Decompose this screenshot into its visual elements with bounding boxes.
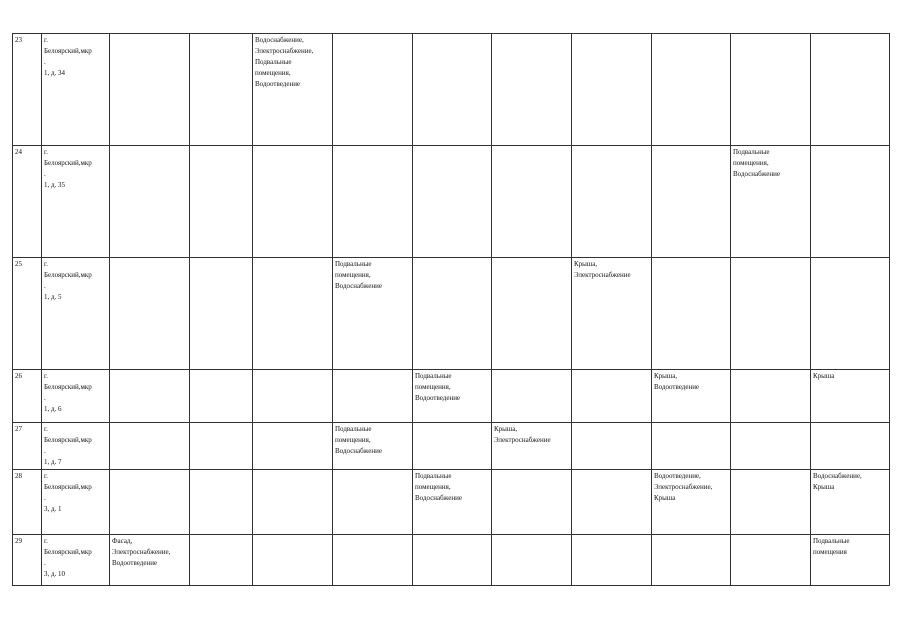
work-cell [190,423,253,470]
work-cell [572,423,652,470]
table-row [13,423,890,470]
row-number-cell: 27 [13,423,42,470]
address-line: г. [44,36,48,44]
work-line: Подвальные [335,260,372,268]
table-row [13,146,890,258]
address-line: Белоярский,мкр [44,383,92,391]
work-line: Подвальные [335,425,372,433]
address-line: 1, д. 6 [44,405,62,413]
work-line: Водоотведение [255,80,301,88]
work-line: Подвальные [415,372,452,380]
work-line: Крыша, [654,372,678,380]
address-line: 1, д. 7 [44,458,62,466]
address-line: г. [44,148,48,156]
work-cell [110,146,190,258]
address-cell [42,258,110,370]
work-line: Водоснабжение [415,494,463,502]
address-line: Белоярский,мкр [44,548,92,556]
address-cell [42,470,110,535]
address-line: Белоярский,мкр [44,47,92,55]
work-cell [110,370,190,423]
address-line: Белоярский,мкр [44,436,92,444]
work-cell [731,258,811,370]
work-cell [652,423,731,470]
work-cell [811,258,890,370]
work-cell [333,470,413,535]
work-cell [811,423,890,470]
work-cell [492,423,572,470]
work-cell [652,34,731,146]
address-line: . [44,282,46,290]
row-number-cell: 28 [13,470,42,535]
address-line: . [44,559,46,567]
address-line: . [44,394,46,402]
address-line: 1, д. 35 [44,181,66,189]
work-cell [731,535,811,586]
work-cell [652,258,731,370]
work-cell [253,146,333,258]
address-line: Белоярский,мкр [44,159,92,167]
work-cell [492,535,572,586]
work-line: Водоснабжение [733,170,781,178]
work-cell [811,535,890,586]
work-cell [731,34,811,146]
work-cell [253,370,333,423]
table-row [13,470,890,535]
work-cell [110,535,190,586]
work-line: Водоотведение [112,559,158,567]
work-cell [492,258,572,370]
address-cell [42,370,110,423]
work-line: Электроснабжение, [255,47,314,55]
work-cell [811,146,890,258]
work-line: Электроснабжение [574,271,631,279]
work-cell [413,370,492,423]
address-line: 1, д. 5 [44,293,62,301]
work-cell [811,470,890,535]
address-line: . [44,447,46,455]
work-cell [492,146,572,258]
work-line: Крыша, [494,425,518,433]
address-line: г. [44,425,48,433]
address-line: Белоярский,мкр [44,483,92,491]
work-cell [413,146,492,258]
address-line: . [44,494,46,502]
address-line: г. [44,260,48,268]
work-cell [333,34,413,146]
work-line: Водоотведение [415,394,461,402]
table-row [13,34,890,146]
work-cell [572,370,652,423]
work-line: Водоснабжение, [255,36,304,44]
work-cell [253,423,333,470]
work-cell [413,423,492,470]
work-line: Подвальные [255,58,292,66]
work-line: Подвальные [813,537,850,545]
address-line: . [44,58,46,66]
row-number-cell: 26 [13,370,42,423]
work-line: Крыша [654,494,676,502]
work-line: Электроснабжение [494,436,551,444]
work-line: Электроснабжение, [112,548,171,556]
work-line: Водоснабжение [335,282,383,290]
work-cell [333,423,413,470]
work-cell [572,34,652,146]
address-line: г. [44,372,48,380]
work-line: Крыша, [574,260,598,268]
work-line: Подвальные [733,148,770,156]
work-cell [110,423,190,470]
work-line: помещения, [415,483,451,491]
work-line: Водоотведение, [654,472,701,480]
work-cell [190,370,253,423]
work-cell [110,258,190,370]
address-cell [42,146,110,258]
work-cell [572,535,652,586]
work-cell [253,470,333,535]
work-cell [413,258,492,370]
work-cell [811,34,890,146]
address-line: 1, д. 34 [44,69,66,77]
work-cell [811,370,890,423]
work-line: Электроснабжение, [654,483,713,491]
table-row [13,370,890,423]
work-cell [731,423,811,470]
work-cell [253,535,333,586]
address-line: . [44,170,46,178]
row-number-cell: 23 [13,34,42,146]
work-line: помещения, [415,383,451,391]
work-line: помещения, [255,69,291,77]
work-cell [190,258,253,370]
work-cell [110,34,190,146]
repair-schedule-table [12,33,890,586]
address-line: г. [44,537,48,545]
address-cell [42,34,110,146]
row-number-cell: 24 [13,146,42,258]
work-cell [652,535,731,586]
work-line: помещения, [335,271,371,279]
work-cell [652,470,731,535]
address-cell [42,535,110,586]
work-cell [333,370,413,423]
work-cell [333,146,413,258]
work-cell [190,535,253,586]
work-cell [572,146,652,258]
address-line: 3, д. 10 [44,570,66,578]
row-number-cell: 29 [13,535,42,586]
work-cell [413,470,492,535]
work-line: Водоснабжение [335,447,383,455]
work-cell [492,370,572,423]
work-line: помещения [813,548,847,556]
work-line: Подвальные [415,472,452,480]
work-cell [190,146,253,258]
work-cell [333,535,413,586]
work-cell [413,535,492,586]
address-line: г. [44,472,48,480]
work-cell [492,470,572,535]
work-cell [190,34,253,146]
row-number-cell: 25 [13,258,42,370]
work-cell [190,470,253,535]
table-row [13,258,890,370]
work-cell [492,34,572,146]
work-line: Водоснабжение, [813,472,862,480]
address-cell [42,423,110,470]
table-row [13,535,890,586]
address-line: Белоярский,мкр [44,271,92,279]
work-cell [110,470,190,535]
work-cell [333,258,413,370]
work-line: Крыша [813,372,835,380]
work-line: помещения, [733,159,769,167]
work-cell [731,470,811,535]
work-cell [731,146,811,258]
address-line: 3, д. 1 [44,505,62,513]
work-cell [253,34,333,146]
work-cell [253,258,333,370]
work-cell [731,370,811,423]
work-line: помещения, [335,436,371,444]
work-cell [572,470,652,535]
work-line: Крыша [813,483,835,491]
work-line: Фасад, [112,537,133,545]
work-cell [413,34,492,146]
work-cell [652,146,731,258]
work-line: Водоотведение [654,383,700,391]
work-cell [572,258,652,370]
work-cell [652,370,731,423]
